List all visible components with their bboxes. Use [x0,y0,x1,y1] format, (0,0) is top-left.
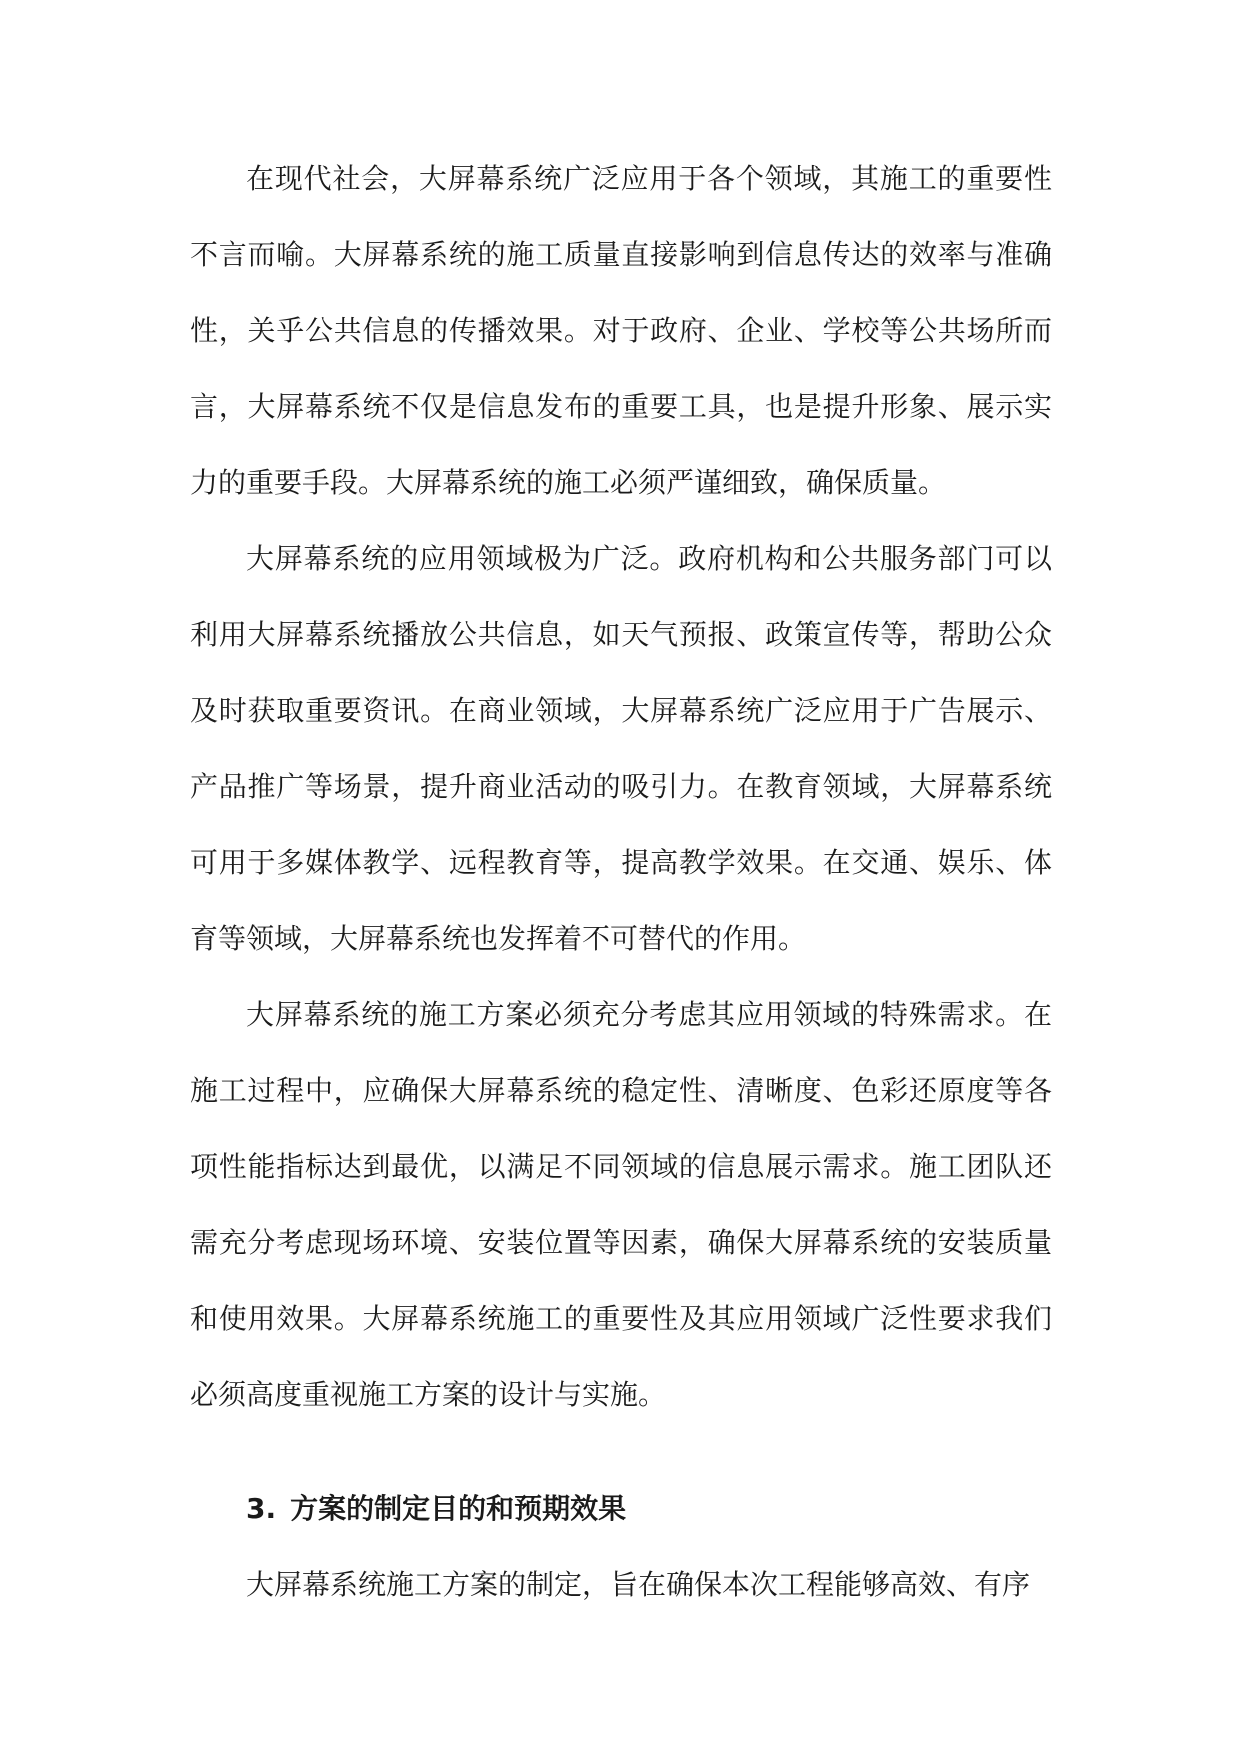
section-heading [190,1433,1052,1547]
section-number: 3. [246,1492,277,1525]
document-body [190,141,1052,1623]
body-paragraph: 大屏幕系统的应用领域极为广泛。政府机构和公共服务部门可以利用大屏幕系统播放公共信息，如天气预报、政策宣传等，帮助公众及时获取重要资讯。在商业领域，大屏幕系统广泛应用于广告展示、产品推广等场景，提升商业活动的吸引力。在教育领域，大屏幕系统可用于多媒体教学、远程教育等，提高教学效果。在交通、娱乐、体育等领域，大屏幕系统也发挥着不可替代的作用。 [190,542,1052,955]
section-title: 方案的制定目的和预期效果 [290,1492,627,1525]
body-paragraph: 大屏幕系统施工方案的制定，旨在确保本次工程能够高效、有序 [246,1568,1031,1601]
body-paragraph: 在现代社会，大屏幕系统广泛应用于各个领域，其施工的重要性不言而喻。大屏幕系统的施工质量直接影响到信息传达的效率与准确性，关乎公共信息的传播效果。对于政府、企业、学校等公共场所而言，大屏幕系统不仅是信息发布的重要工具，也是提升形象、展示实力的重要手段。大屏幕系统的施工必须严谨细致，确保质量。 [190,162,1052,499]
body-paragraph: 大屏幕系统的施工方案必须充分考虑其应用领域的特殊需求。在施工过程中，应确保大屏幕系统的稳定性、清晰度、色彩还原度等各项性能指标达到最优，以满足不同领域的信息展示需求。施工团队还需充分考虑现场环境、安装位置等因素，确保大屏幕系统的安装质量和使用效果。大屏幕系统施工的重要性及其应用领域广泛性要求我们必须高度重视施工方案的设计与实施。 [190,998,1052,1411]
